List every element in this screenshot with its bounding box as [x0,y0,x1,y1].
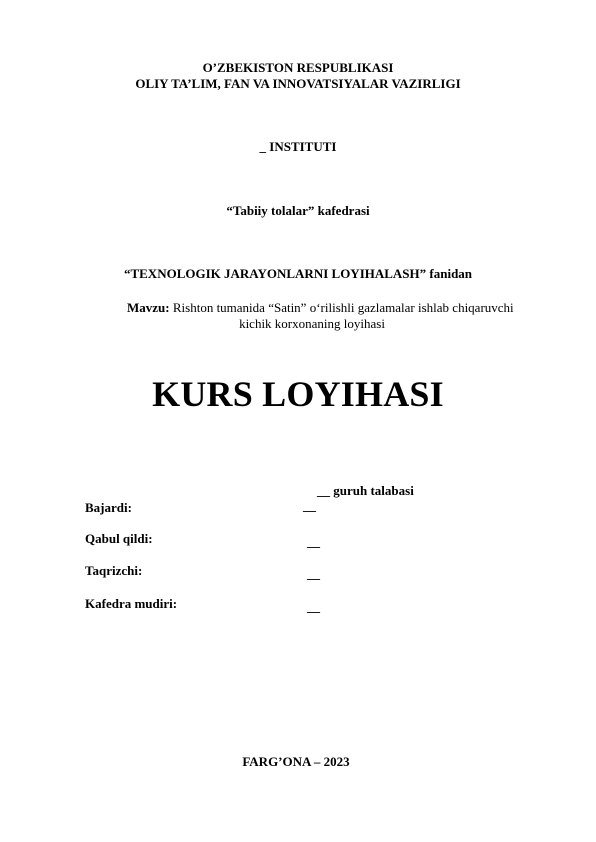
institute-heading: _ INSTITUTI [259,139,337,154]
ministry-heading: OLIY TA’LIM, FAN VA INNOVATSIYALAR VAZIRLIGI [135,76,461,91]
performed-by-value: __ [303,498,316,513]
topic-block [127,300,557,332]
accepted-by-value: __ [307,534,320,549]
country-heading: O’ZBEKISTON RESPUBLIKASI [202,60,394,75]
subject-title: “TEXNOLOGIK JARAYONLARNI LOYIHALASH” fanidan [123,266,473,281]
reviewer-label: Taqrizchi: [85,563,143,578]
head-of-department-value: __ [307,599,320,614]
performed-by-label: Bajardi: [85,500,132,515]
reviewer-value: __ [307,566,320,581]
department-heading: “Tabiiy tolalar” kafedrasi [226,203,370,218]
topic-text-1: Rishton tumanida “Satin” o‘rilishli gazlamalar ishlab chiqaruvchi [172,300,514,315]
main-title: KURS LOYIHASI [152,374,444,414]
head-of-department-label: Kafedra mudiri: [85,596,178,611]
group-student-text: __ guruh talabasi [317,483,414,498]
topic-label: Mavzu: [127,300,170,315]
topic-line-1 [127,300,557,316]
accepted-by-label: Qabul qildi: [85,531,153,546]
footer-city-year: FARG’ONA – 2023 [242,754,350,769]
topic-text-2: kichik korxonaning loyihasi [239,316,385,331]
